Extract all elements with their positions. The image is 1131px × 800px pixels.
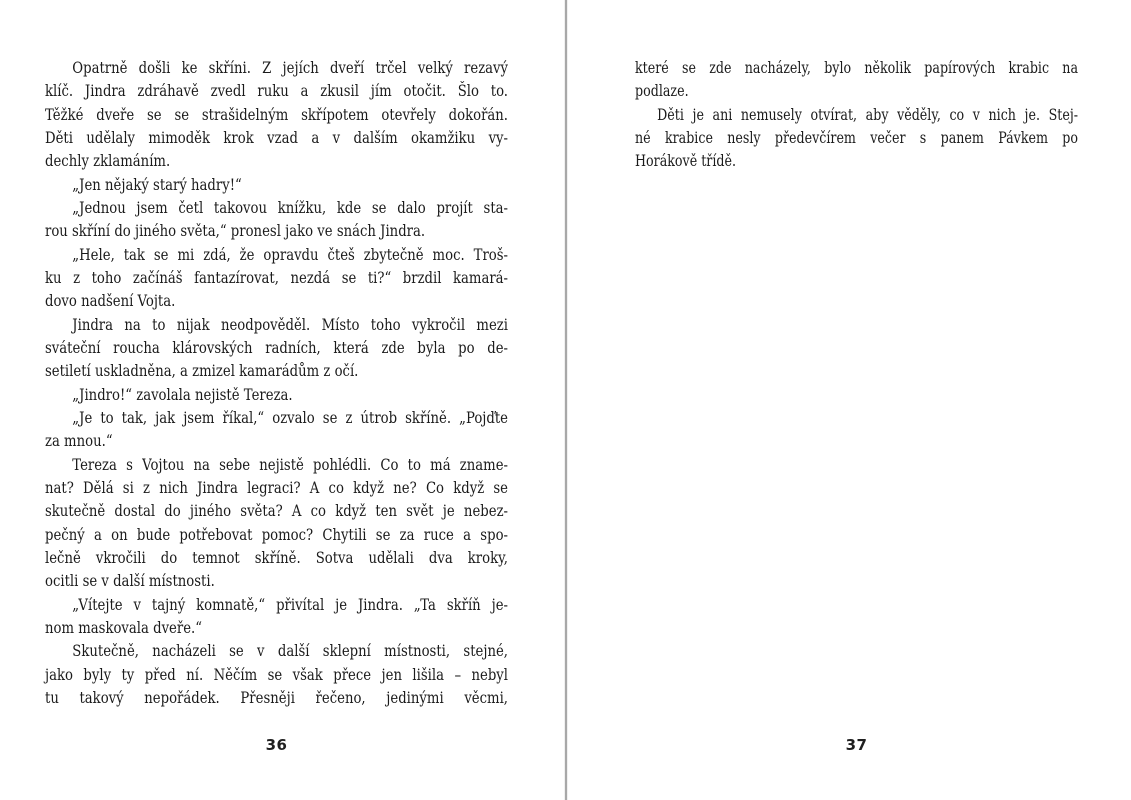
text-line: dechly zklamáním. [45,151,171,171]
paragraph [635,103,1078,173]
text-line: Jindra na to nijak neodpověděl. Místo toho vykročil mezi [72,314,509,334]
right-page [635,56,1079,754]
text-line: Skutečně, nacházeli se v další sklepní místnosti, stejné, [72,641,509,661]
page-gutter-divider [565,0,567,800]
text-line: nom maskovala dveře.“ [45,617,203,637]
paragraph [45,56,508,173]
text-line: „Jednou jsem četl takovou knížku, kde se dalo projít sta- [72,197,509,217]
text-line: klíč. Jindra zdráhavě zvedl ruku a zkusil jím otočit. Šlo to. [45,81,509,101]
right-page-text-column [635,56,1078,173]
paragraph [45,593,508,640]
text-line: nat? Dělá si z nich Jindra legraci? A co když ne? Co když se [45,477,509,497]
text-line: Děti je ani nemusely otvírat, aby věděly, co v nich je. Stej- [657,104,1079,124]
text-line: pečný a on bude potřebovat pomoc? Chytili se za ruce a spo- [45,524,509,544]
text-line: které se zde nacházely, bylo několik papírových krabic na [635,58,1079,77]
text-line: ocitli se v další místnosti. [45,571,215,591]
text-line: „Jen nějaký starý hadry!“ [72,174,242,194]
text-line: ku z toho začínáš fantazírovat, nezdá se ti?“ brzdil kamará- [45,267,509,287]
text-line: rou skříní do jiného světa,“ pronesl jako ve snách Jindra. [45,221,426,241]
paragraph [45,313,508,383]
text-line: „Je to tak, jak jsem říkal,“ ozvalo se z útrob skříně. „Pojďte [72,407,509,427]
text-line: Horákově třídě. [635,151,737,171]
text-line: lečně vkročili do temnot skříně. Sotva udělali dva kroky, [45,547,509,567]
right-page-number: 37 [845,736,868,754]
left-page-text-column [45,56,508,709]
paragraph [635,56,1078,103]
text-line: Tereza s Vojtou na sebe nejistě pohlédli. Co to má zname- [72,454,509,474]
text-line: dovo nadšení Vojta. [45,291,176,311]
paragraph [45,383,508,406]
left-page [45,56,509,754]
text-line: Těžké dveře se se strašidelným skřípotem otevřely dokořán. [45,104,509,124]
text-line: setiletí uskladněna, a zmizel kamarádům z očí. [45,361,359,381]
text-line: skutečně dostal do jiného světa? A co když ten svět je nebez- [45,501,509,521]
text-line: tu takový nepořádek. Přesněji řečeno, jedinými věcmi, [45,687,509,707]
text-line: sváteční roucha klárovských radních, která zde byla po de- [45,337,509,357]
text-line: Opatrně došli ke skříni. Z jejích dveří trčel velký rezavý [72,58,509,77]
paragraph [45,196,508,243]
text-line: podlaze. [635,81,689,101]
paragraph [45,453,508,593]
text-line: Děti udělaly mimoděk krok vzad a v dalším okamžiku vy- [45,127,509,147]
text-line: jako byly ty před ní. Něčím se však přece jen lišila – nebyl [45,664,509,684]
text-line: „Jindro!“ zavolala nejistě Tereza. [72,384,293,404]
text-line: za mnou.“ [45,431,113,451]
text-line: „Hele, tak se mi zdá, že opravdu čteš zbytečně moc. Troš- [72,244,509,264]
paragraph [45,243,508,313]
left-page-number: 36 [265,736,288,754]
paragraph [45,639,508,709]
paragraph [45,406,508,453]
text-line: né krabice nesly předevčírem večer s panem Pávkem po [635,127,1079,147]
text-line: „Vítejte v tajný komnatě,“ přivítal je Jindra. „Ta skříň je- [72,594,509,614]
paragraph [45,173,508,196]
